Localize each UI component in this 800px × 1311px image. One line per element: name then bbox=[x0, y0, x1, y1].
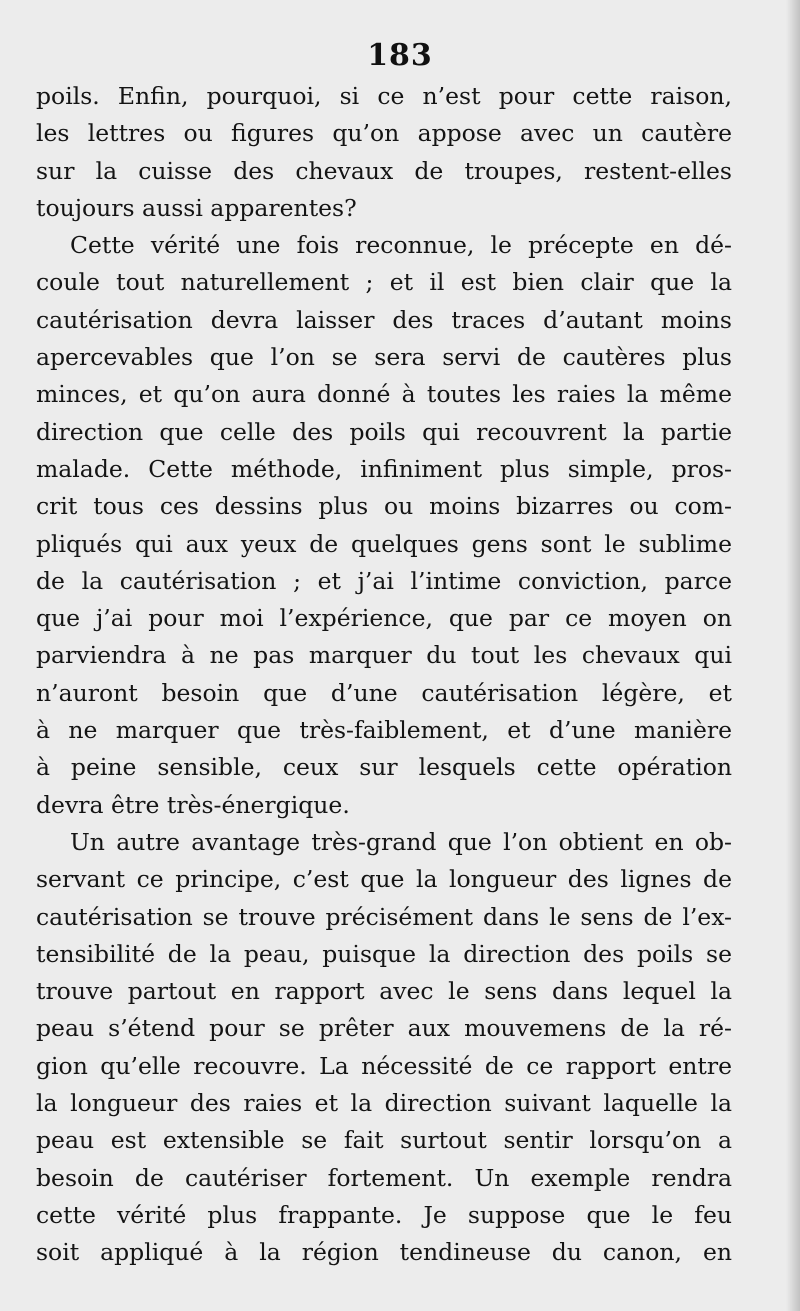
text-line: pliqués qui aux yeux de quelques gens sont le sublime bbox=[36, 529, 732, 558]
text-line: gion qu’elle recouvre. La nécessité de ce rapport entre bbox=[36, 1051, 732, 1080]
text-line: apercevables que l’on se sera servi de cautères plus bbox=[36, 343, 732, 372]
text-line: que j’ai pour moi l’expérience, que par ce moyen on bbox=[36, 604, 732, 633]
text-line: crit tous ces dessins plus ou moins bizarres ou com- bbox=[36, 492, 732, 521]
text-line: sur la cuisse des chevaux de troupes, restent-elles bbox=[36, 156, 732, 185]
text-line: tensibilité de la peau, puisque la direction des poils se bbox=[36, 939, 732, 968]
text-line: direction que celle des poils qui recouvrent la partie bbox=[36, 417, 732, 446]
text-line: n’auront besoin que d’une cautérisation légère, et bbox=[36, 678, 732, 707]
paragraph-first-line: Un autre avantage très-grand que l’on obtient en ob- bbox=[70, 827, 732, 856]
text-line: cette vérité plus frappante. Je suppose que le feu bbox=[36, 1200, 732, 1229]
paragraph-first-line: Cette vérité une fois reconnue, le précepte en dé- bbox=[70, 231, 732, 260]
text-line: minces, et qu’on aura donné à toutes les raies la même bbox=[36, 380, 732, 409]
text-line: peau s’étend pour se prêter aux mouvemens de la ré- bbox=[36, 1014, 732, 1043]
text-line: à ne marquer que très-faiblement, et d’une manière bbox=[36, 716, 732, 745]
text-line: trouve partout en rapport avec le sens dans lequel la bbox=[36, 977, 732, 1006]
text-line: malade. Cette méthode, infiniment plus simple, pros- bbox=[36, 454, 732, 483]
body-text bbox=[36, 78, 732, 1272]
page-edge-shadow bbox=[786, 0, 800, 1311]
text-line: de la cautérisation ; et j’ai l’intime conviction, parce bbox=[36, 566, 732, 595]
text-line: cautérisation se trouve précisément dans le sens de l’ex- bbox=[36, 902, 732, 931]
text-line: soit appliqué à la région tendineuse du canon, en bbox=[36, 1238, 732, 1267]
text-line: toujours aussi apparentes? bbox=[36, 193, 357, 222]
text-line: devra être très-énergique. bbox=[36, 790, 350, 819]
text-line: servant ce principe, c’est que la longueur des lignes de bbox=[36, 865, 732, 894]
text-line: poils. Enfin, pourquoi, si ce n’est pour cette raison, bbox=[36, 82, 732, 110]
text-line: cautérisation devra laisser des traces d’autant moins bbox=[36, 305, 732, 334]
page-number: 183 bbox=[367, 38, 433, 73]
text-line: peau est extensible se fait surtout sentir lorsqu’on a bbox=[36, 1126, 732, 1155]
text-line: à peine sensible, ceux sur lesquels cette opération bbox=[36, 753, 732, 782]
text-line: coule tout naturellement ; et il est bien clair que la bbox=[36, 268, 732, 297]
text-line: besoin de cautériser fortement. Un exemple rendra bbox=[36, 1163, 732, 1192]
text-line: parviendra à ne pas marquer du tout les chevaux qui bbox=[36, 641, 732, 670]
text-line: la longueur des raies et la direction suivant laquelle la bbox=[36, 1089, 732, 1118]
text-line: les lettres ou figures qu’on appose avec un cautère bbox=[36, 119, 732, 148]
